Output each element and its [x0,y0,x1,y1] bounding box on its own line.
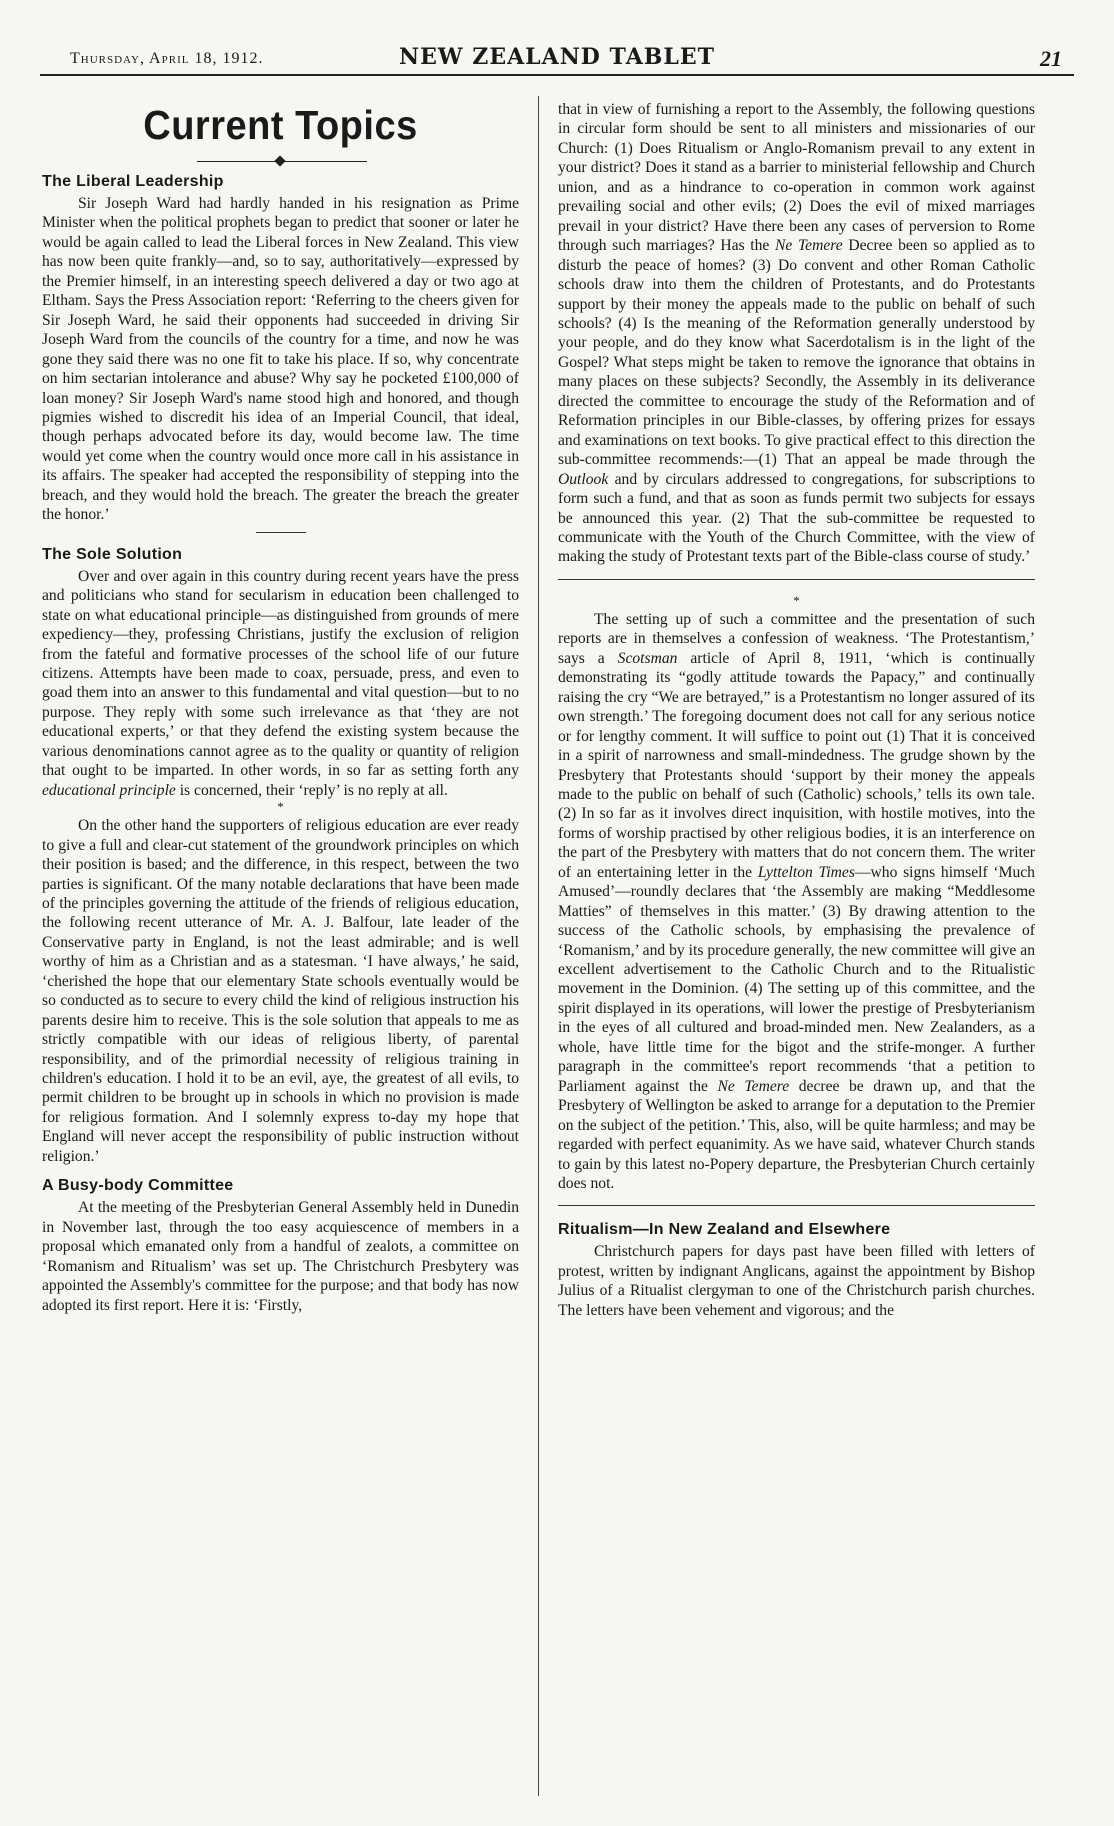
paragraph-sole-solution-1 [42,567,519,800]
column-divider [538,96,539,1796]
title-ornament [42,154,519,170]
paragraph-busy-body-committee: At the meeting of the Presbyterian General Assembly held in Dunedin in November last, through the too easy acquiescence of members in a proposal which emanated only from a handful of zealots, a committee on ‘Romanism and Ritualism’ was set up. The Christchurch Presbytery was appointed the Assembly's committee for the purpose; and that body has now adopted its first report. Here it is: ‘Firstly, [42,1199,519,1314]
issue-date: Thursday, April 18, 1912. [70,50,264,67]
left-column [42,100,519,1790]
ornament-diamond-icon [274,155,285,166]
paragraph-liberal-leadership: Sir Joseph Ward had hardly handed in his resignation as Prime Minister when the political prophets began to predict that sooner or later he would be again called to lead the Liberal forces in New Zealand. This view has now been quite frankly—and, so to say, authoritatively—expressed by the Premier himself, in an interesting speech delivered a day or two ago at Eltham. Says the Press Association report: ‘Referring to the cheers given for Sir Joseph Ward, he said their opponents had succeeded in driving Sir Joseph Ward from the councils of the country for a time, and now he was gone they said there was no one fit to take his place. If so, why concentrate on him sectarian intolerance and abuse? Why say he pocketed £100,000 of loan money? Sir Joseph Ward's name stood high and honored, and though pigmies wished to discredit his idea of an Imperial Council, that ideal, though perhaps advocated before its day, would become law. The time would yet come when the country would once more call in his assistance in its affairs. The speaker had accepted the responsibility of stepping into the breach, and they would hold the breach. The greater the breach the greater the honor.’ [42,195,519,524]
text-run: The setting up of such a committee and the presentation of such reports are in themselves a confession of weakness. ‘The Protestantism,’ says a [558,610,1035,667]
heading-busy-body-committee: A Busy-body Committee [42,1177,234,1195]
italic-text: Ne Temere [717,1077,790,1095]
italic-text: Scotsman [617,649,678,667]
italic-text: educational principle [42,781,176,799]
section-rule [558,1205,1035,1206]
spacer [42,1166,519,1174]
text-run: Over and over again in this country during recent years have the press and politicians who stand for secularism in education been challenged to state on what educational principle—as distinguished from grounds of mere expediency—they, professing Christians, justify the exclusion of religion from the fateful and formative processes of the school life of our future citizens. Attempts have been made to coax, persuade, press, and even to goad them into an answer to this fundamental and vital question—but to no purpose. They reply with some such irrelevance as that ‘they are not educational experts,’ or that they defend the existing system because the various denominations cannot agree as to the quality or quantity of religion that ought to be imparted. In other words, in so far as setting forth any [42,567,519,780]
heading-liberal-leadership: The Liberal Leadership [42,173,224,190]
page-number: 21 [1040,46,1062,71]
section-rule [256,532,306,533]
masthead [40,44,1074,76]
section-rule [558,579,1035,580]
section-title: Current Topics [143,103,418,149]
asterisk-separator: * [793,592,800,608]
text-run: that in view of furnishing a report to the Assembly, the following questions in circular form should be sent to all ministers and missionaries of our Church: (1) Does Ritualism or Anglo-Romanism prevail to any extent in your district? Does it stand as a barrier to ministerial fellowship and Church union, and as a hindrance to co-operation in common work against prevailing social and other evils; (2) Does the evil of mixed marriages prevail in your district? Have there been any cases of perversion to Rome through such marriages? Has the [558,101,1035,255]
text-run: article of April 8, 1911, ‘which is continually demonstrating its “godly attitude towards the Papacy,” and continually raising the cry “We are betrayed,” is a Protestantism no longer assured of its own strength.’ The foregoing document does not call for any serious notice or for lengthy comment. It will suffice to point out (1) That it is conceived in a spirit of narrowness and small-mindedness. The grudge shown by the Presbytery that Protestants should ‘support by their money the appeals made to the public on behalf of such (Catholic) schools,’ tells its own tale. (2) In so far as it involves direct inquisition, with hostile motives, into the forms of worship practised by other religious bodies, it is an interference on the part of the Presbytery with matters that do not concern them. The writer of an entertaining letter in the [558,649,1035,881]
text-run: —who signs himself ‘Much Amused’—roundly declares that ‘the Assembly are making “Meddlesome Matties” of themselves in this matter.’ (3) By drawing attention to the success of the Catholic schools, by emphasising the prevalence of ‘Romanism,’ and by its procedure generally, the new committee will give an excellent advertisement to the Catholic Church and to the Ritualistic movement in the Dominion. (4) The setting up of this committee, and the spirit displayed in its operations, will lower the prestige of Presbyterianism in the eyes of all cultured and broad-minded men. New Zealanders, as a whole, have little time for the bigot and the strife-monger. A further paragraph in the committee's report recommends ‘that a petition to Parliament against the [558,863,1035,1095]
paragraph-ritualism: Christchurch papers for days past have been filled with letters of protest, written by indignant Anglicans, against the appointment by Bishop Julius of a Ritualist clergyman to one of the Christchurch parish churches. The letters have been vehement and vigorous; and the [558,1243,1035,1319]
italic-text: Lyttelton Times [757,863,855,881]
right-column [558,100,1035,1790]
italic-text: Ne Temere [774,237,843,255]
text-run: is concerned, their ‘reply’ is no reply at all. [175,781,448,799]
text-run: decree be drawn up, and that the Presbytery of Wellington be asked to arrange for a deputation to the Premier on the subject of the petition.’ This, also, will be quite harmless; and may be regarded with perfect equanimity. As we have said, whatever Church stands to gain by this latest no-Popery departure, the Presbyterian Church certainly does not. [558,1077,1035,1193]
newspaper-title: NEW ZEALAND TABLET [399,44,715,70]
heading-ritualism: Ritualism—In New Zealand and Elsewhere [558,1221,891,1239]
paragraph-sole-solution-2: On the other hand the supporters of religious education are ever ready to give a full and clear-cut statement of the groundwork principles on which their position is based; and the difference, in this respect, between the two parties is significant. Of the many notable declarations that have been made of the principles governing the attitude of the friends of religious education, the following recent utterance of Mr. A. J. Balfour, late leader of the Conservative party in England, is not the least admirable; and is well worthy of him as a Christian and as a statesman. ‘I have always,’ he said, ‘cherished the hope that our elementary State schools eventually would be so conducted as to secure to every child the kind of religious instruction his parents desire him to receive. This is the sole solution that appeals to me as strictly compatible with our ideas of religious liberty, of parental responsibility, and of the primordial necessity of religious training in children's education. I hold it to be an evil, aye, the greatest of all evils, to permit children to be brought up in schools in which no provision is made for religious formation. And I solemnly express to-day my hope that England will never accept the responsibility of public instruction without religion.’ [42,817,519,1165]
paragraph-confession-of-weakness [558,610,1035,1194]
asterisk-separator: * [277,799,284,815]
italic-text: Outlook [558,470,609,488]
heading-sole-solution: The Sole Solution [42,545,183,563]
paragraph-committee-report [558,100,1035,567]
text-run: and by circulars addressed to congregations, for subscriptions to form such a fund, and that as soon as funds permit two subjects for essays be announced this year. (2) That the sub-committee be requested to communicate with the Youth of the Church Committee, with the view of making the study of Protestant texts part of the Bible-class course of study.’ [558,470,1035,566]
text-run: Decree been so applied as to disturb the peace of homes? (3) Do convent and other Roman Catholic schools draw into them the children of Protestants, and do Protestants support by their money the appeals made to the public on behalf of such schools? (4) Is the meaning of the Reformation generally understood by your people, and do they know what Sacerdotalism is in the light of the Gospel? What steps might be taken to remove the ignorance that obtains in many places on these subjects? Secondly, the Assembly in its deliverance directed the committee to encourage the study of the Reformation and of Reformation principles in our Bible-classes, by offering prizes for essays and examinations on text books. To give practical effect to this direction the sub-committee recommends:—(1) That an appeal be made through the [558,237,1035,469]
